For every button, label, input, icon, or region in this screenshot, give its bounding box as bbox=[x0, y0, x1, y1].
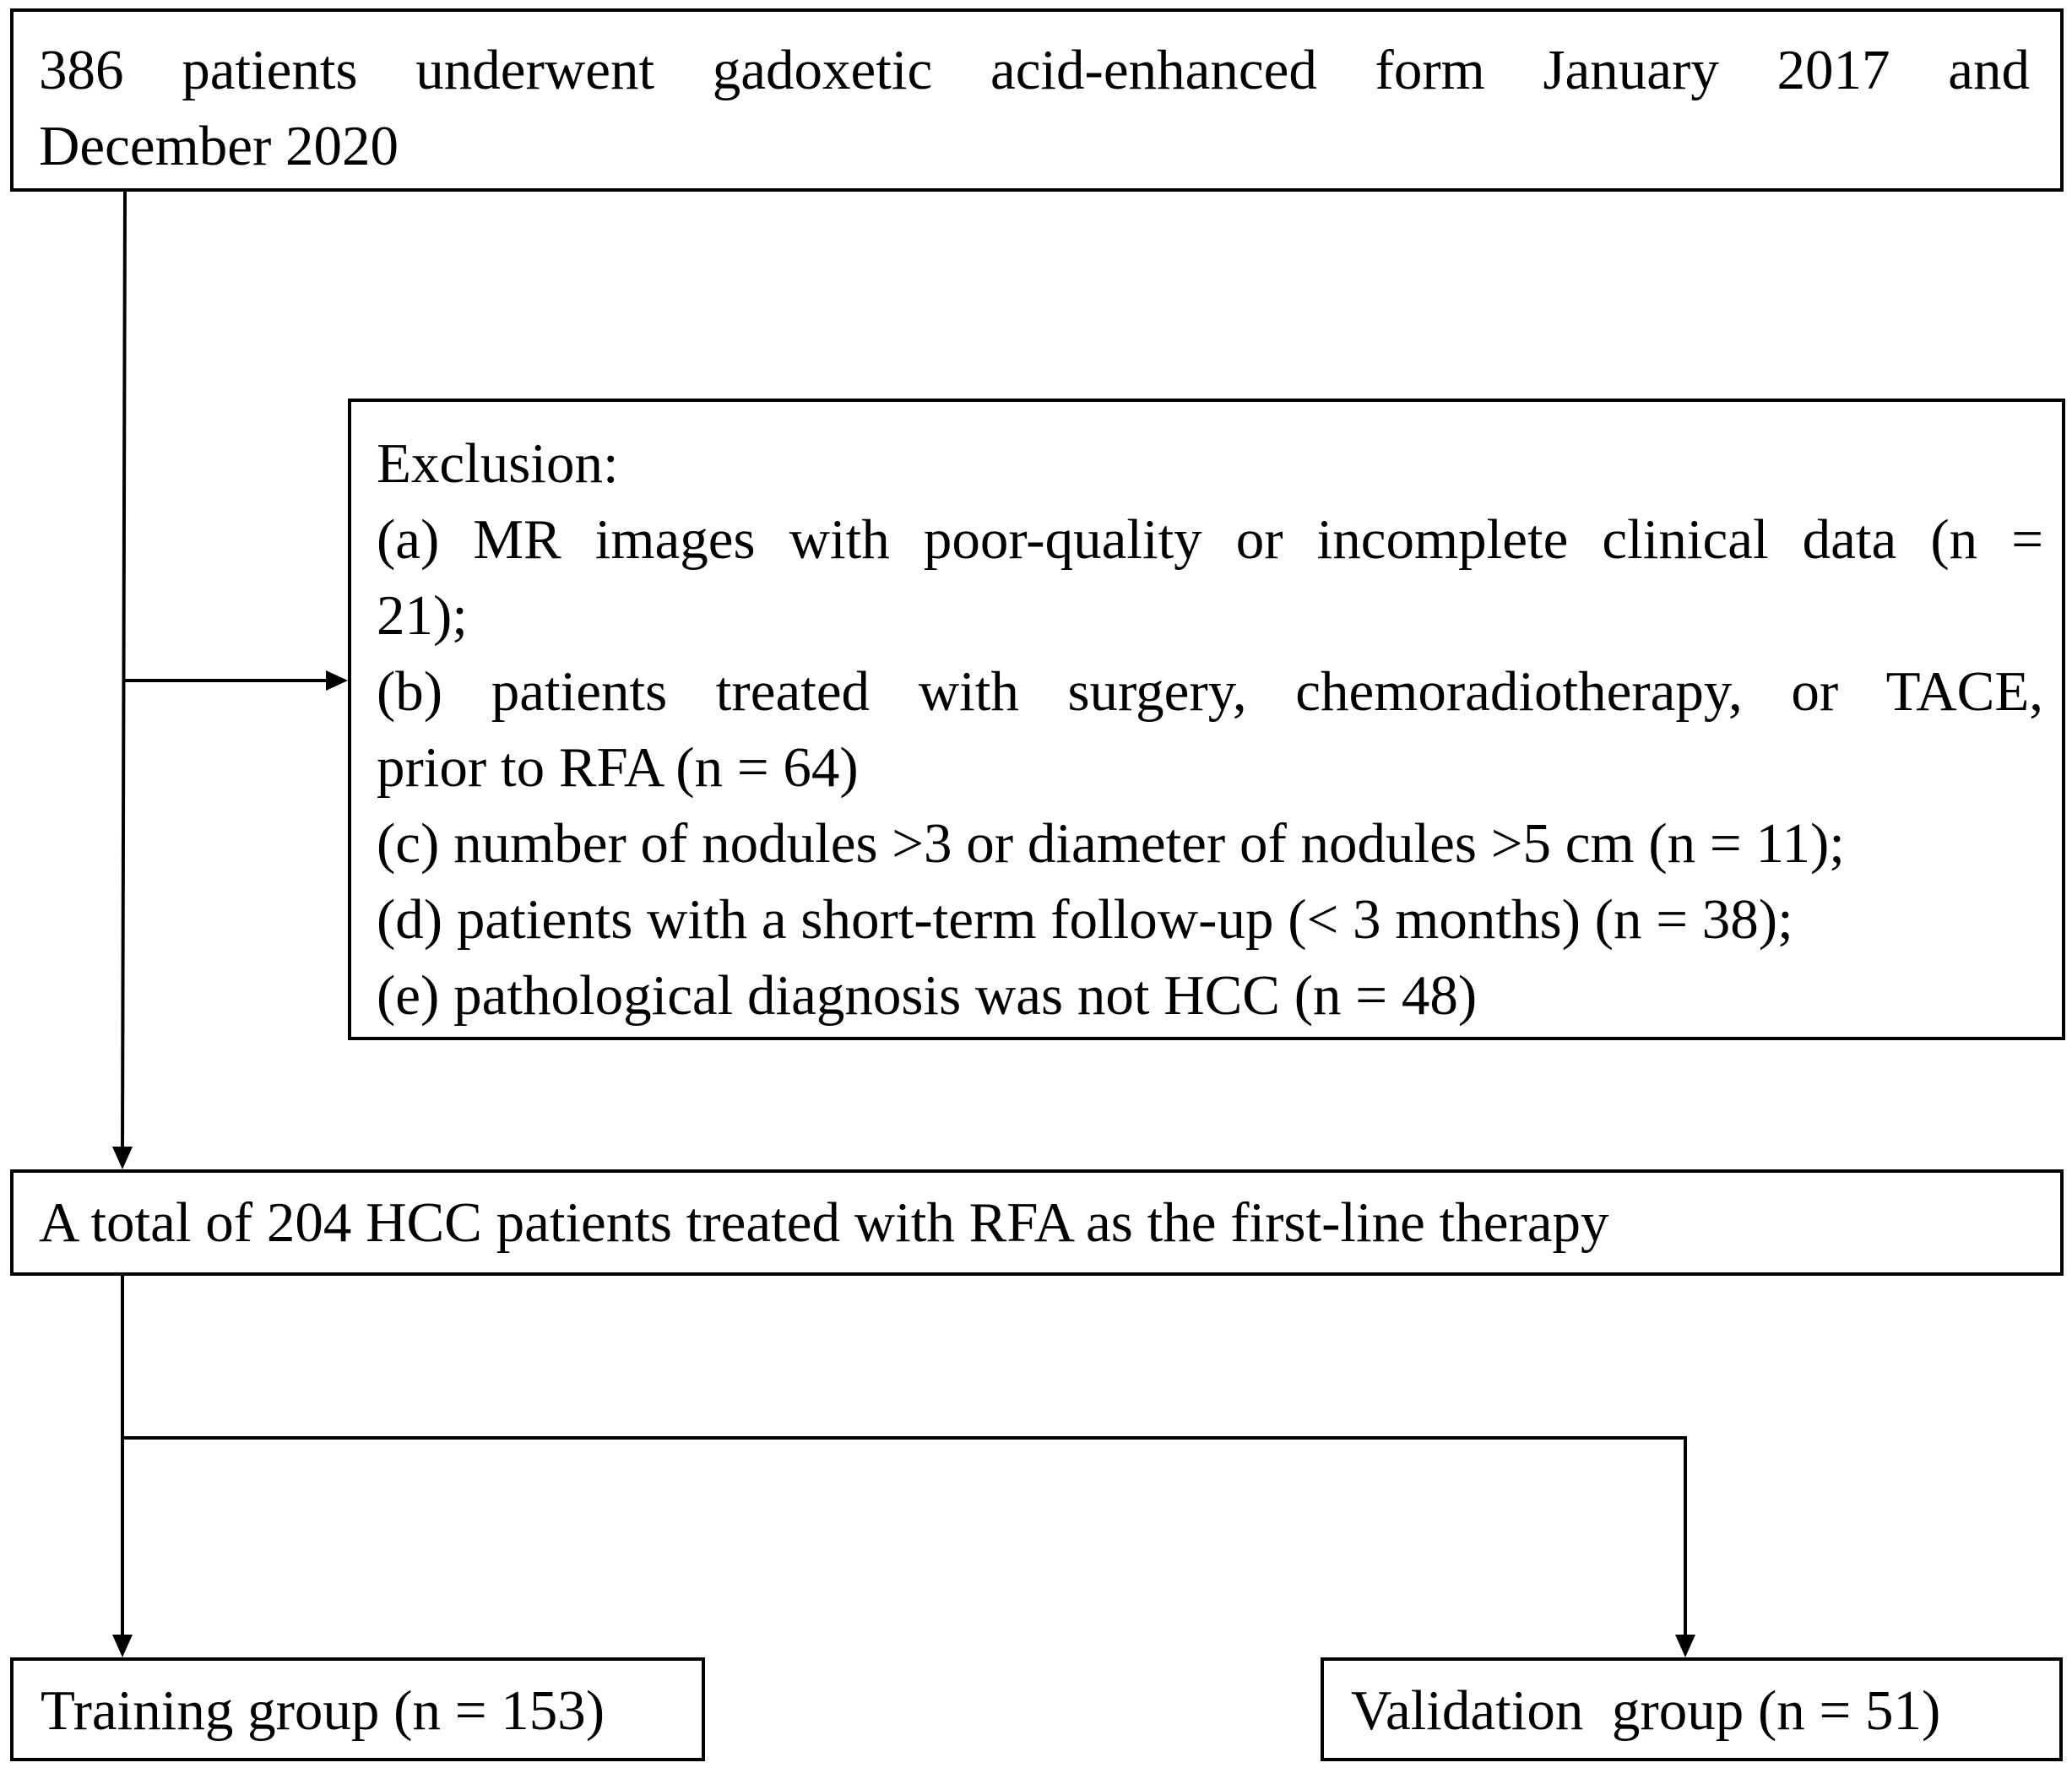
enrollment-line-2: December 2020 bbox=[39, 115, 399, 177]
validation-group-box bbox=[1321, 1657, 2063, 1761]
exclusion-heading: Exclusion: bbox=[377, 432, 619, 495]
exclusion-item-d: (d) patients with a short-term follow-up (< 3 months) (n = 38); bbox=[377, 888, 1793, 951]
exclusion-item-c: (c) number of nodules >3 or diameter of nodules >5 cm (n = 11); bbox=[377, 812, 1845, 875]
arrow-top-to-total bbox=[122, 192, 125, 1150]
enrollment-line-1: 386 patients underwent gadoxetic acid-enhanced form January 2017 and bbox=[39, 39, 2030, 101]
arrowhead-training bbox=[112, 1635, 133, 1657]
exclusion-item-e: (e) pathological diagnosis was not HCC (n = 48) bbox=[377, 964, 1478, 1027]
training-group-text: Training group (n = 153) bbox=[41, 1679, 605, 1742]
enrollment-box bbox=[10, 8, 2064, 192]
exclusion-item-a-line-1: (a) MR images with poor-quality or incomplete clinical data (n = bbox=[377, 508, 2043, 571]
arrowhead-total bbox=[112, 1147, 133, 1169]
arrowhead-exclusion bbox=[326, 670, 348, 691]
exclusion-item-b-line-2: prior to RFA (n = 64) bbox=[377, 736, 859, 799]
exclusion-item-a-line-2: 21); bbox=[377, 584, 468, 647]
total-cohort-text: A total of 204 HCC patients treated with RFA as the first-line therapy bbox=[39, 1191, 1609, 1254]
total-cohort-box bbox=[10, 1169, 2064, 1276]
training-group-box bbox=[10, 1657, 705, 1761]
exclusion-item-b-line-1: (b) patients treated with surgery, chemoradiotherapy, or TACE, bbox=[377, 660, 2043, 723]
arrowhead-validation bbox=[1675, 1635, 1695, 1657]
validation-group-text: Validation group (n = 51) bbox=[1351, 1679, 1941, 1742]
exclusion-box bbox=[348, 399, 2065, 1040]
